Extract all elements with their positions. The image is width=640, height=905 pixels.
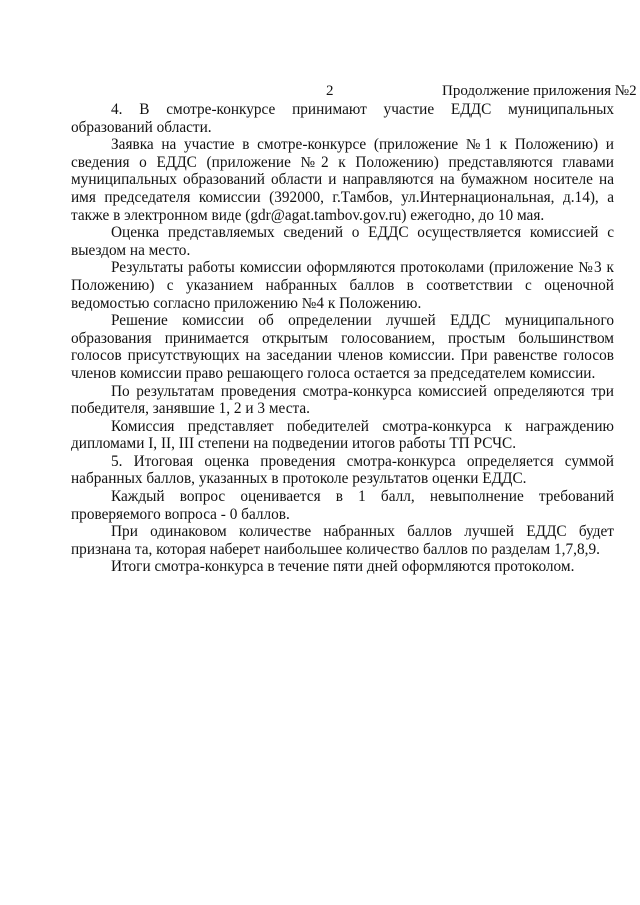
paragraph-winners: По результатам проведения смотра-конкурса комиссией определяются три победителя, занявшие 1, 2 и 3 места. xyxy=(71,382,614,418)
paragraph-diplomas: Комиссия представляет победителей смотра-конкурса к награждению дипломами I, II, III степени на подведении итогов работы ТП РСЧС. xyxy=(71,417,614,453)
paragraph-participants: 4. В смотре-конкурсе принимают участие ЕДДС муниципальных образований области. xyxy=(71,101,614,136)
paragraph-application: Заявка на участие в смотре-конкурсе (приложение №1 к Положению) и сведения о ЕДДС (приложение №2 к Положению) представляются главами муниципальных образований области и направляются на бумажном носителе на имя председателя комиссии (392000, г.Тамбов, ул.Интернациональная, д.14), а также в электронном виде (gdr@agat.tambov.gov.ru) ежегодно, до 10 мая. xyxy=(71,136,614,224)
page-header xyxy=(0,83,640,103)
paragraph-protocols: Результаты работы комиссии оформляются протоколами (приложение №3 к Положению) с указанием набранных баллов в соответствии с оценочной ведомостью согласно приложению №4 к Положению. xyxy=(71,259,614,312)
paragraph-decision: Решение комиссии об определении лучшей ЕДДС муниципального образования принимается открытым голосованием, простым большинством голосов присутствующих на заседании членов комиссии. При равенстве голосов членов комиссии право решающего голоса остается за председателем комиссии. xyxy=(71,312,614,382)
paragraph-scoring-rule: Каждый вопрос оценивается в 1 балл, невыполнение требований проверяемого вопроса - 0 баллов. xyxy=(71,488,614,523)
paragraph-final-score: 5. Итоговая оценка проведения смотра-конкурса определяется суммой набранных баллов, указанных в протоколе результатов оценки ЕДДС. xyxy=(71,452,614,488)
appendix-continuation-label: Продолжение приложения №2 xyxy=(442,83,637,99)
paragraph-evaluation: Оценка представляемых сведений о ЕДДС осуществляется комиссией с выездом на место. xyxy=(71,224,614,259)
paragraph-tie-break: При одинаковом количестве набранных баллов лучшей ЕДДС будет признана та, которая наберет наибольшее количество баллов по разделам 1,7,8,9. xyxy=(71,523,614,558)
page-number: 2 xyxy=(326,83,334,99)
document-body xyxy=(71,101,614,576)
paragraph-results: Итоги смотра-конкурса в течение пяти дней оформляются протоколом. xyxy=(111,558,575,576)
